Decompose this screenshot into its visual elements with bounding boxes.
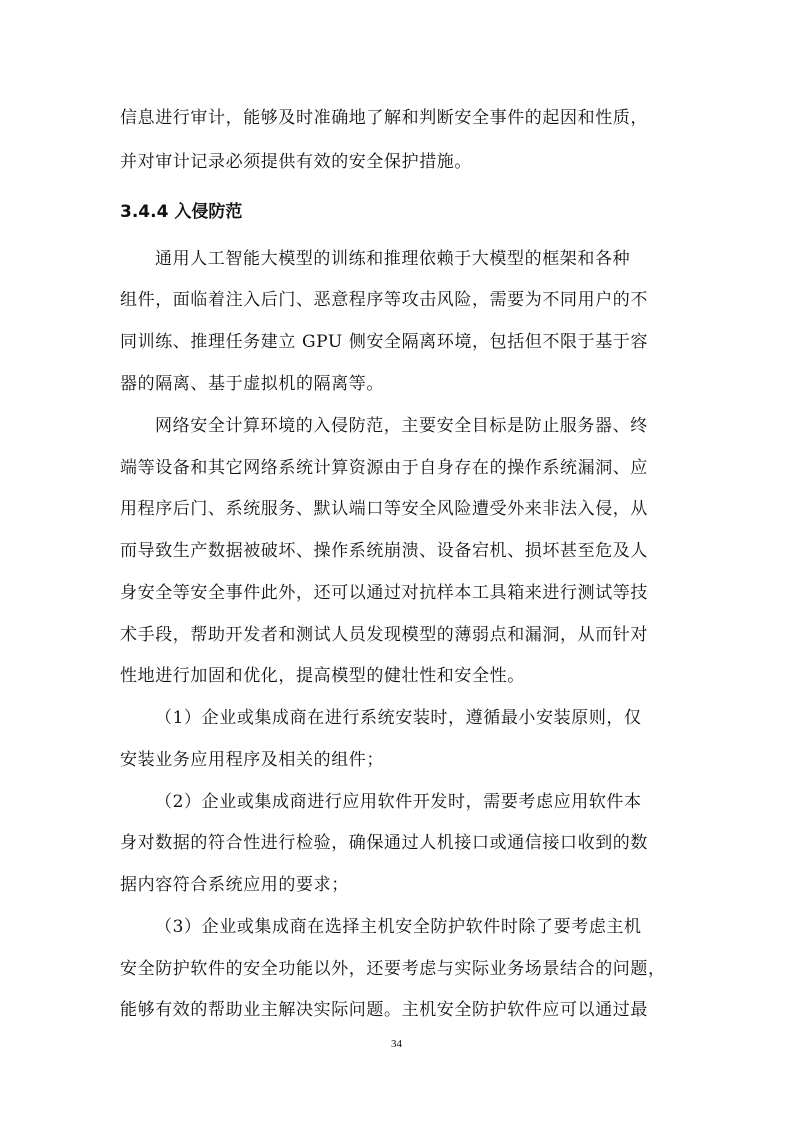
text-line: 安装业务应用程序及相关的组件； [120,750,384,770]
list-item-1: （1）企业或集成商在进行系统安装时，遵循最小安装原则，仅 [155,708,642,728]
text-line: 据内容符合系统应用的要求； [120,875,349,895]
section-heading: 3.4.4 入侵防范 [120,202,243,222]
text-line: 组件，面临着注入后门、恶意程序等攻击风险，需要为不同用户的不 [120,290,648,310]
text-line: 网络安全计算环境的入侵防范，主要安全目标是防止服务器、终 [155,416,648,436]
text-line: 并对审计记录必须提供有效的安全保护措施。 [120,152,472,172]
text-line: 能够有效的帮助业主解决实际问题。主机安全防护软件应可以通过最 [120,1000,648,1020]
text-line: 同训练、推理任务建立 GPU 侧安全隔离环境，包括但不限于基于容 [120,332,649,352]
text-line: 身对数据的符合性进行检验，确保通过人机接口或通信接口收到的数 [120,833,648,853]
text-line: 身安全等安全事件此外，还可以通过对抗样本工具箱来进行测试等技 [120,583,648,603]
text-line: 性地进行加固和优化，提高模型的健壮性和安全性。 [120,666,525,686]
text-line: 术手段，帮助开发者和测试人员发现模型的薄弱点和漏洞，从而针对 [120,625,648,645]
text-line: 通用人工智能大模型的训练和推理依赖于大模型的框架和各种 [155,249,631,269]
text-line: 而导致生产数据被破坏、操作系统崩溃、设备宕机、损坏甚至危及人 [120,541,648,561]
list-item-2: （2）企业或集成商进行应用软件开发时，需要考虑应用软件本 [155,792,642,812]
text-line: 信息进行审计，能够及时准确地了解和判断安全事件的起因和性质， [120,108,648,128]
text-line: 用程序后门、系统服务、默认端口等安全风险遭受外来非法入侵，从 [120,499,648,519]
text-line: 安全防护软件的安全功能以外，还要考虑与实际业务场景结合的问题， [120,959,666,979]
list-item-3: （3）企业或集成商在选择主机安全防护软件时除了要考虑主机 [155,917,642,937]
text-line: 端等设备和其它网络系统计算资源由于自身存在的操作系统漏洞、应 [120,458,648,478]
page-number: 34 [391,1038,402,1050]
text-line: 器的隔离、基于虚拟机的隔离等。 [120,374,384,394]
